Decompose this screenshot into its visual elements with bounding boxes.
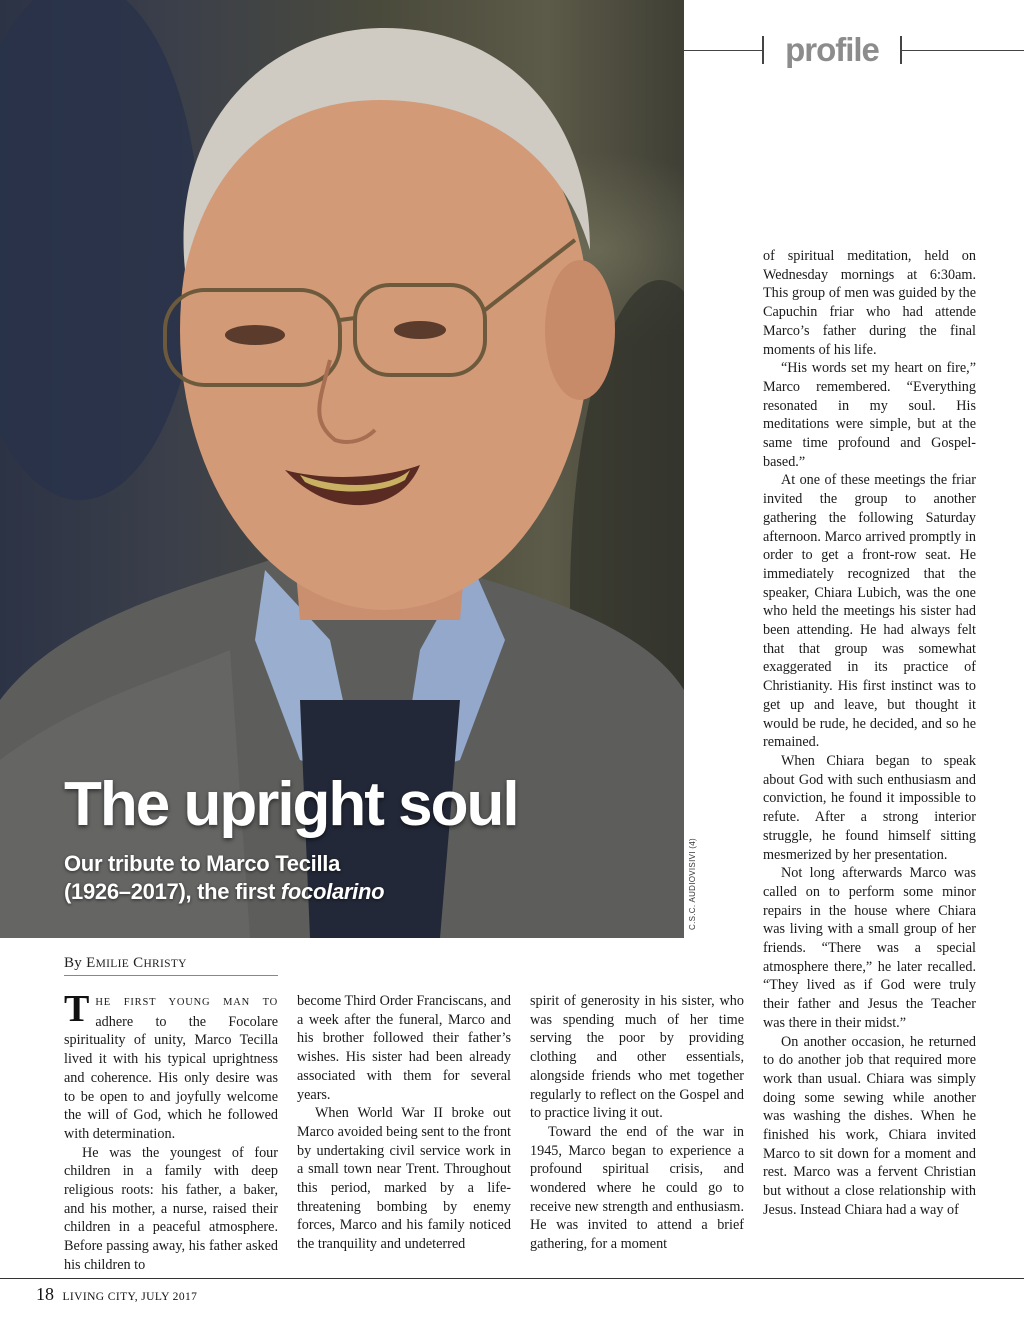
col3-p2: Toward the end of the war in 1945, Marco began to experience a profound spiritual crisis, and wondered where he could go to receive new strength and enthusiasm. He was invited to attend a brief gathering, for a moment [530, 1123, 744, 1253]
section-rule-right [902, 50, 1024, 51]
col4-p3: At one of these meetings the friar invited the group to another gathering the following Saturday afternoon. Marco arrived promptly in order to get a front-row seat. He immediately recognized that the speaker, Chiara Lubich, was the one who held the meetings his sister had been attending. He had always felt that that group was somewhat exaggerated in its practice of Christianity. His first instinct was to get up and leave, but thought it would be rude, he decided, and so he remained. [763, 472, 976, 751]
article-column-3 [530, 992, 744, 1272]
byline-first-initial: E [86, 955, 96, 971]
article-headline: The upright soul [64, 770, 518, 839]
byline-last-initial: C [133, 955, 144, 971]
page-number: 18 [36, 1284, 54, 1304]
col2-p2: When World War II broke out Marco avoided being sent to the front by undertaking civil service work in a small town near Trent. Throughout this period, marked by a life-threatening bombing by enemy forces, Marco and his family noticed the tranquility and undeterred [297, 1105, 511, 1253]
byline-last-rest: HRISTY [143, 958, 187, 970]
portrait-photo [0, 0, 684, 938]
byline-first-rest: MILIE [95, 958, 130, 970]
section-label: profile [785, 31, 879, 68]
col4-p6: On another occasion, he returned to do another job that required more work than usual. Chiara was simply doing some sewing while another was washing the dishes. When he finished his work, Chiara invited Marco to sit down for a moment and rest. Marco was a fervent Christian but without a close relationship with Jesus. Instead Chiara had a way of [763, 1033, 976, 1218]
byline [64, 955, 187, 972]
col3-p1: spirit of generosity in his sister, who was spending much of her time serving the poor by providing clothing and other essentials, alongside friends who met together regularly to reflect on the Gospel and to practice living it out. [530, 993, 744, 1122]
col1-p2: He was the youngest of four children in a family with deep religious roots: his father, a baker, and his mother, a nurse, raised their children in a peaceful atmosphere. Before passing away, his father asked his children to [64, 1144, 278, 1272]
subhead-line2-prefix: (1926–2017), the first [64, 879, 281, 904]
publication-name: LIVING CITY, JULY 2017 [62, 1291, 198, 1303]
col4-p2: “His words set my heart on fire,” Marco remembered. “Everything resonated in my soul. His meditations were simple, but at the same time profound and Gospel-based.” [763, 360, 976, 470]
section-rule-left [684, 50, 762, 51]
col1-p1: adhere to the Focolare spirituality of unity, Marco Tecilla lived it with his typical uprightness and coherence. His only desire was to be open to and joyfully welcome the will of God, which he followed with determination. [64, 1013, 278, 1142]
col4-p4: When Chiara began to speak about God with such enthusiasm and conviction, he found it impossible to refute. After a strong interior struggle, he found himself sitting mesmerized by her presentation. [763, 752, 976, 863]
section-bar-left [762, 36, 764, 64]
article-column-1 [64, 992, 278, 1272]
article-subheadline [64, 850, 384, 906]
col4-p1: of spiritual meditation, held on Wednesday mornings at 6:30am. This group of men was guided by the Capuchin friar who had attende Marco’s father during the final moments of his life. [763, 248, 976, 358]
footer-rule [0, 1278, 1024, 1279]
article-paragraph [64, 992, 278, 1144]
byline-rule [64, 975, 278, 976]
subhead-line2-italic: focolarino [280, 879, 385, 904]
byline-by: By [64, 955, 83, 971]
photo-credit: C.S.C. AUDIOVISIVI (4) [688, 838, 697, 930]
col2-p1: become Third Order Franciscans, and a week after the funeral, Marco and his brother followed their father’s wishes. His sister had been already associated with them for several years. [297, 993, 511, 1103]
article-column-2 [297, 992, 511, 1272]
col4-p5: Not long afterwards Marco was called on to perform some minor repairs in the house where Chiara was living with a small group of her friends. “There was a special atmosphere there,” he later recalled. “They lived as if God were truly their father and Jesus the Teacher was there in their midst.” [763, 865, 976, 1031]
drop-cap: T [64, 992, 90, 1030]
article-column-4 [763, 247, 976, 1273]
page-folio [36, 1284, 197, 1305]
subhead-line1: Our tribute to Marco Tecilla [64, 851, 341, 876]
lead-smallcaps: HE FIRST YOUNG MAN TO [95, 997, 278, 1008]
